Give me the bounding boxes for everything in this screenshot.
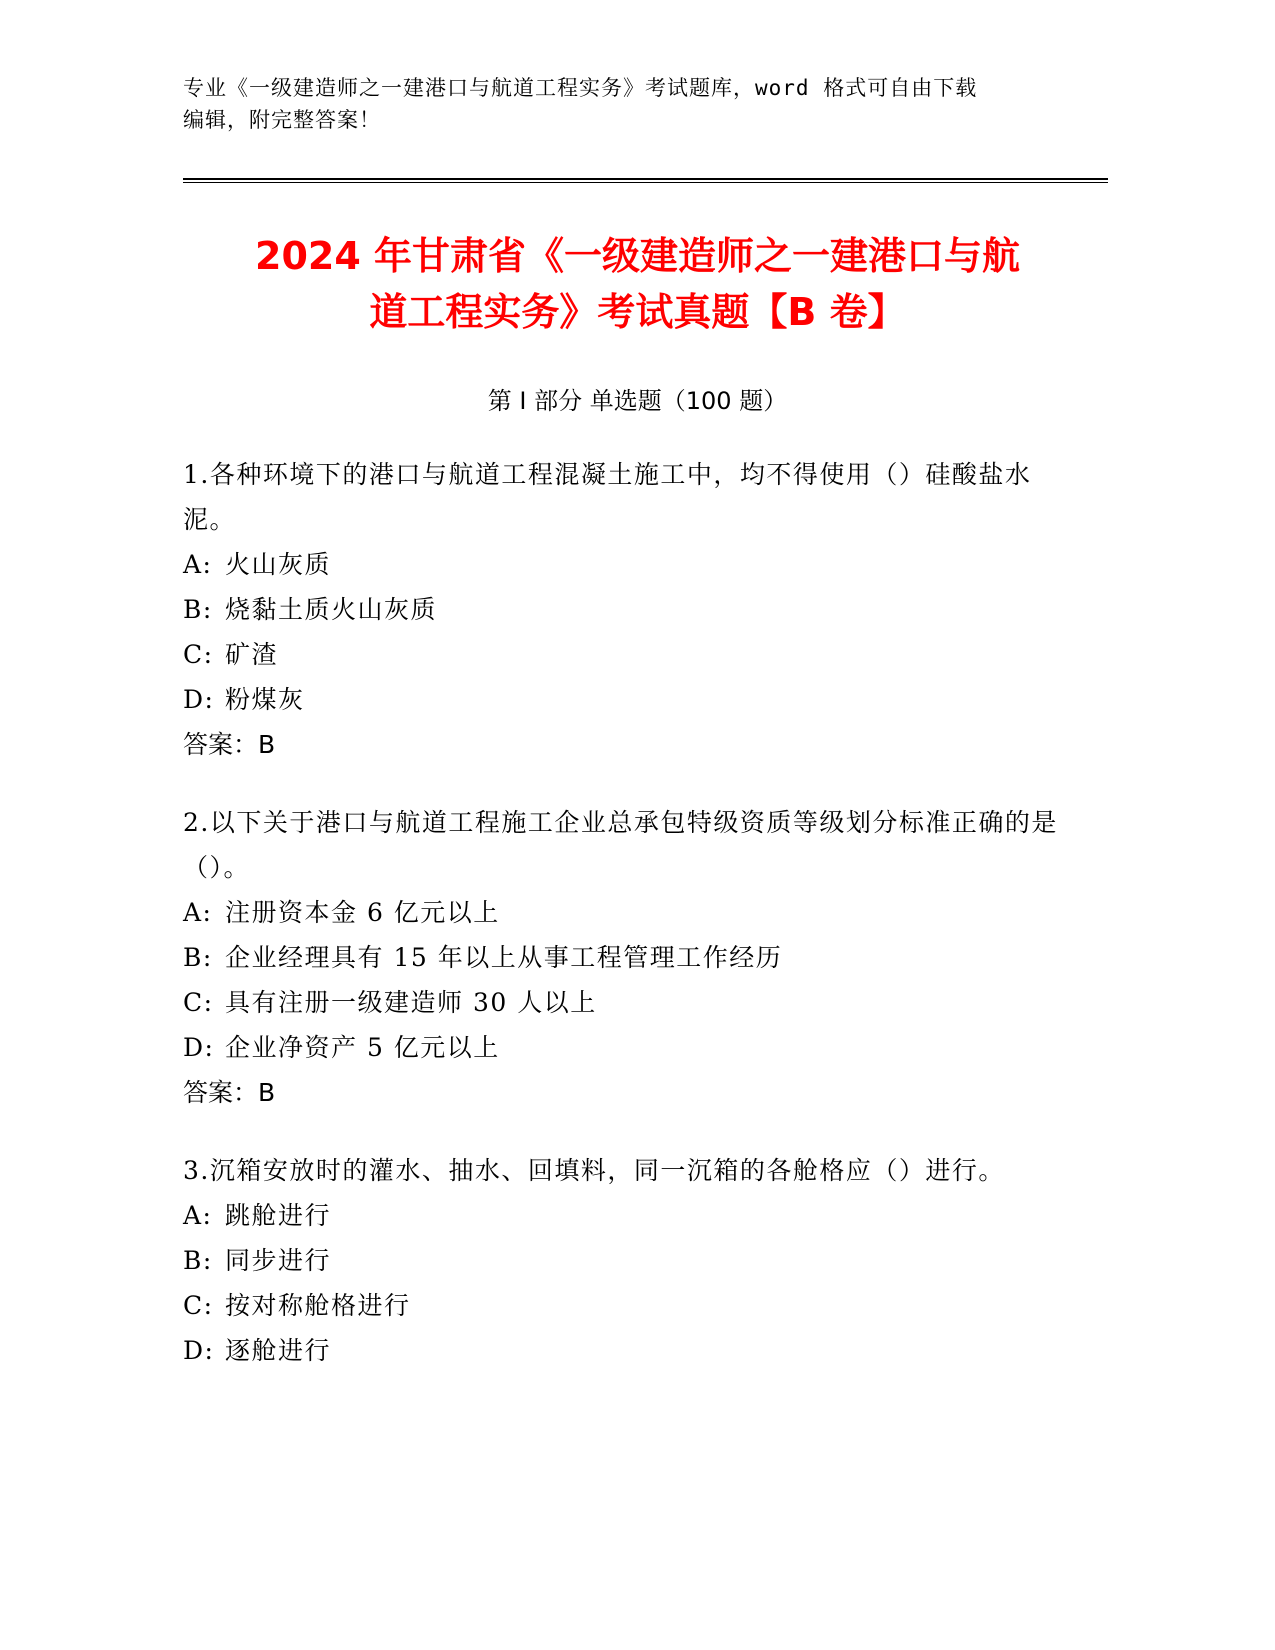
document-title [160,228,1115,340]
option-text: 注册资本金 6 亿元以上 [225,898,500,927]
option-text: 跳舱进行 [225,1201,332,1230]
option-d [183,1025,1073,1070]
option-letter: C: [183,640,214,669]
option-b [183,1238,1073,1283]
option-text: 粉煤灰 [225,685,305,714]
header-note-line-2: 编辑，附完整答案！ [183,108,381,132]
option-letter: C: [183,988,214,1017]
option-d [183,677,1073,722]
header-divider-thick [183,178,1108,180]
option-d [183,1328,1073,1373]
option-letter: A: [183,550,213,579]
option-a [183,890,1073,935]
document-title-line-2: 道工程实务》考试真题【B 卷】 [369,290,906,334]
question-3 [183,1148,1073,1373]
answer-line: 答案：B [183,730,276,759]
option-letter: D: [183,1336,215,1365]
answer-line: 答案：B [183,1078,276,1107]
option-letter: A: [183,1201,213,1230]
option-letter: B: [183,1246,213,1275]
option-text: 企业净资产 5 亿元以上 [225,1033,500,1062]
question-stem: 2.以下关于港口与航道工程施工企业总承包特级资质等级划分标准正确的是（）。 [183,808,1058,882]
header-note [183,72,1083,136]
option-b [183,587,1073,632]
question-stem: 3.沉箱安放时的灌水、抽水、回填料，同一沉箱的各舱格应（）进行。 [183,1156,1005,1185]
option-text: 火山灰质 [225,550,332,579]
option-text: 按对称舱格进行 [225,1291,411,1320]
option-letter: D: [183,1033,215,1062]
question-1 [183,452,1073,767]
option-letter: B: [183,595,213,624]
option-text: 具有注册一级建造师 30 人以上 [225,988,597,1017]
header-divider-thin [183,182,1108,183]
option-letter: B: [183,943,213,972]
option-b [183,935,1073,980]
option-text: 企业经理具有 15 年以上从事工程管理工作经历 [225,943,783,972]
option-letter: A: [183,898,213,927]
document-title-line-1: 2024 年甘肃省《一级建造师之一建港口与航 [255,234,1020,278]
option-text: 逐舱进行 [225,1336,332,1365]
section-heading: 第 I 部分 单选题（100 题） [487,387,788,415]
option-letter: C: [183,1291,214,1320]
option-c [183,632,1073,677]
option-a [183,1193,1073,1238]
option-text: 矿渣 [225,640,279,669]
option-a [183,542,1073,587]
question-stem: 1.各种环境下的港口与航道工程混凝土施工中，均不得使用（）硅酸盐水泥。 [183,460,1032,534]
header-note-line-1: 专业《一级建造师之一建港口与航道工程实务》考试题库，word 格式可自由下载 [183,76,978,100]
question-2 [183,800,1073,1115]
option-c [183,1283,1073,1328]
option-letter: D: [183,685,215,714]
option-text: 同步进行 [225,1246,332,1275]
option-c [183,980,1073,1025]
option-text: 烧黏土质火山灰质 [225,595,438,624]
